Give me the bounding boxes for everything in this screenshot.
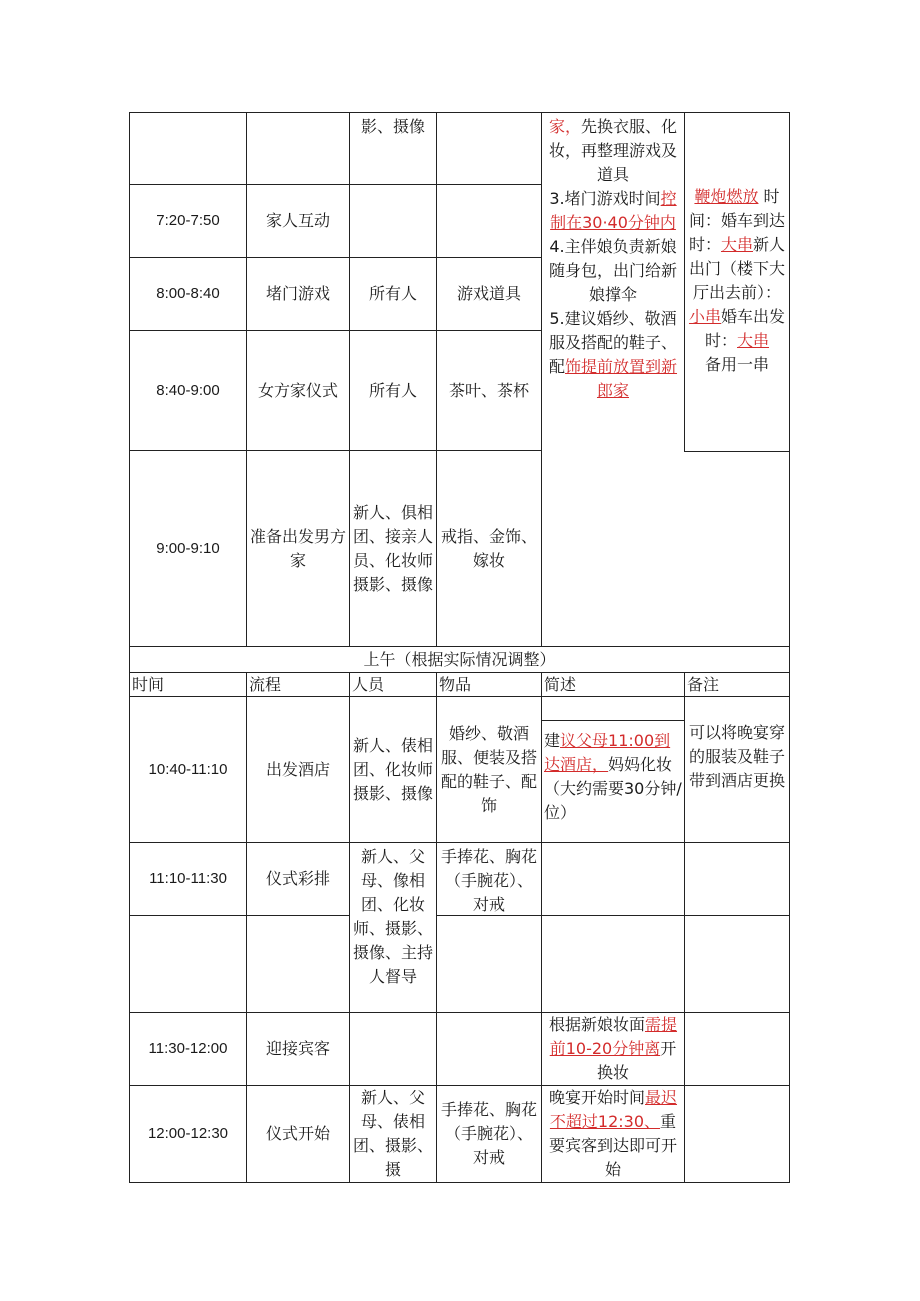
- header-text: 物品: [439, 674, 472, 694]
- cell-description: [542, 721, 684, 842]
- note-line: 时间：婚车到达时：: [688, 187, 785, 254]
- table-border-right: [789, 112, 790, 1183]
- highlight-text: 控制在30·40分钟内: [550, 189, 677, 232]
- highlight-text: 鞭炮燃放: [694, 187, 759, 206]
- desc-line: 3.堵门游戏时间: [549, 189, 661, 208]
- cell-process: [247, 1013, 349, 1085]
- process-text: 准备出发男方家: [249, 526, 346, 570]
- desc-line: 晚宴开始时间: [548, 1088, 645, 1107]
- header-time: [130, 673, 246, 696]
- cell-items: [437, 258, 541, 330]
- header-text: 流程: [249, 674, 282, 694]
- cell-text: 影、摄像: [360, 117, 425, 136]
- description-text: [544, 115, 682, 403]
- cell-time: [130, 185, 246, 257]
- people-text: 新人、俵相团、化妆师摄影、摄像: [352, 735, 433, 803]
- process-text: 仪式彩排: [265, 869, 330, 888]
- row-divider: [684, 451, 790, 452]
- desc-line: 重要宾客到达即可开始: [548, 1112, 677, 1179]
- cell-people: [350, 113, 436, 184]
- time-text: 8:00-8:40: [156, 285, 220, 302]
- time-text: 11:30-12:00: [148, 1040, 228, 1057]
- description-text: [544, 1013, 682, 1085]
- cell-process: [247, 697, 349, 842]
- items-text: 游戏道具: [456, 284, 521, 303]
- time-text: 10:40-11:10: [148, 760, 228, 778]
- people-text: 新人、父母、像相团、化妆师、摄影、摄像、主持人督导: [352, 847, 433, 986]
- cell-people: [350, 331, 436, 450]
- cell-process: [247, 185, 349, 257]
- cell-people: [350, 451, 436, 646]
- time-text: 11:10-11:30: [149, 870, 227, 887]
- row-divider: [129, 112, 790, 113]
- highlight-text: 家，: [548, 117, 581, 136]
- cell-description-merged: [542, 113, 684, 646]
- process-text: 迎接宾客: [265, 1039, 330, 1058]
- desc-line: 先换衣服、化妆，再整理游戏及道具: [548, 117, 678, 184]
- cell-process: [247, 258, 349, 330]
- table-border-bottom: [129, 1182, 790, 1183]
- cell-time: [130, 697, 246, 842]
- time-text: 7:20-7:50: [156, 212, 220, 229]
- header-people: [350, 673, 436, 696]
- section-title-text: 上午（根据实际情况调整）: [363, 649, 556, 669]
- highlight-text: 大串: [737, 331, 770, 350]
- row-divider: [129, 915, 350, 916]
- cell-people: [350, 1086, 436, 1182]
- header-text: 人员: [352, 674, 385, 694]
- time-text: 8:40-9:00: [156, 381, 220, 399]
- highlight-text: 小串: [688, 307, 721, 326]
- items-text: 手捧花、胸花（手腕花）、对戒: [440, 1100, 537, 1167]
- people-text: 新人、俱相团、接亲人员、化妆师摄影、摄像: [352, 502, 433, 594]
- header-process: [247, 673, 349, 696]
- cell-time: [130, 331, 246, 450]
- cell-process: [247, 843, 349, 915]
- cell-description: [542, 1086, 684, 1182]
- note-text: [687, 185, 787, 377]
- cell-time: [130, 258, 246, 330]
- cell-items: [437, 1086, 541, 1182]
- cell-note-merged: [685, 185, 789, 451]
- process-text: 家人互动: [265, 211, 330, 230]
- process-text: 仪式开始: [265, 1124, 330, 1143]
- cell-time: [130, 1086, 246, 1182]
- header-text: 备注: [687, 674, 720, 694]
- cell-process: [247, 1086, 349, 1182]
- time-text: 12:00-12:30: [147, 1125, 229, 1142]
- desc-line: 妈妈化妆（大约需要30分钟/位）: [544, 755, 682, 822]
- note-line: 备用一串: [704, 355, 769, 374]
- note-line: 新人出门（楼下大厅出去前）：: [688, 235, 786, 302]
- cell-people: [350, 843, 436, 1012]
- highlight-text: 议父母11:00到达酒店，: [544, 731, 671, 774]
- desc-line: 5.建议婚纱、敬酒服及搭配的鞋子、配: [548, 309, 677, 376]
- desc-line: 根据新娘妆面: [548, 1015, 645, 1034]
- items-text: 茶叶、茶杯: [448, 380, 529, 400]
- time-text: 9:00-9:10: [156, 539, 220, 557]
- header-note: [685, 673, 789, 696]
- cell-items: [437, 331, 541, 450]
- highlight-text: 需提前10-20分钟离: [549, 1015, 678, 1058]
- items-text: 婚纱、敬酒服、便装及搭配的鞋子、配饰: [440, 723, 537, 815]
- items-text: 戒指、金饰、嫁妆: [440, 526, 537, 570]
- cell-time: [130, 1013, 246, 1085]
- people-text: 所有人: [368, 284, 417, 303]
- cell-process: [247, 451, 349, 646]
- highlight-text: 最迟不超过12:30、: [549, 1088, 678, 1131]
- highlight-text: 饰提前放置到新郎家: [565, 357, 678, 400]
- cell-description: [542, 1013, 684, 1085]
- items-text: 手捧花、胸花（手腕花）、对戒: [440, 847, 537, 914]
- cell-time: [130, 451, 246, 646]
- cell-people: [350, 697, 436, 842]
- people-text: 所有人: [368, 380, 417, 400]
- header-text: 时间: [132, 674, 165, 694]
- desc-line: 4.主伴娘负责新娘随身包，出门给新娘撑伞: [548, 237, 677, 304]
- process-text: 出发酒店: [265, 759, 330, 779]
- cell-items: [437, 451, 541, 646]
- row-divider: [436, 915, 790, 916]
- people-text: 新人、父母、俵相团、摄影、摄: [352, 1088, 433, 1179]
- cell-items: [437, 843, 541, 915]
- header-items: [437, 673, 541, 696]
- cell-time: [130, 843, 246, 915]
- cell-people: [350, 258, 436, 330]
- process-text: 堵门游戏: [265, 284, 330, 303]
- cell-items: [437, 697, 541, 842]
- header-description: [542, 673, 684, 696]
- description-text: [544, 729, 682, 825]
- description-text: [544, 1086, 682, 1182]
- note-text: 可以将晚宴穿的服装及鞋子带到酒店更换: [688, 723, 785, 790]
- section-title: [130, 647, 789, 672]
- note-line: 婚车出发时：: [704, 307, 786, 350]
- cell-process: [247, 331, 349, 450]
- process-text: 女方家仪式: [257, 380, 338, 400]
- highlight-text: 大串: [720, 235, 753, 254]
- header-text: 简述: [544, 674, 577, 694]
- cell-note: [685, 697, 789, 842]
- desc-line: 开换妆: [596, 1039, 677, 1082]
- desc-line: 建: [544, 731, 561, 750]
